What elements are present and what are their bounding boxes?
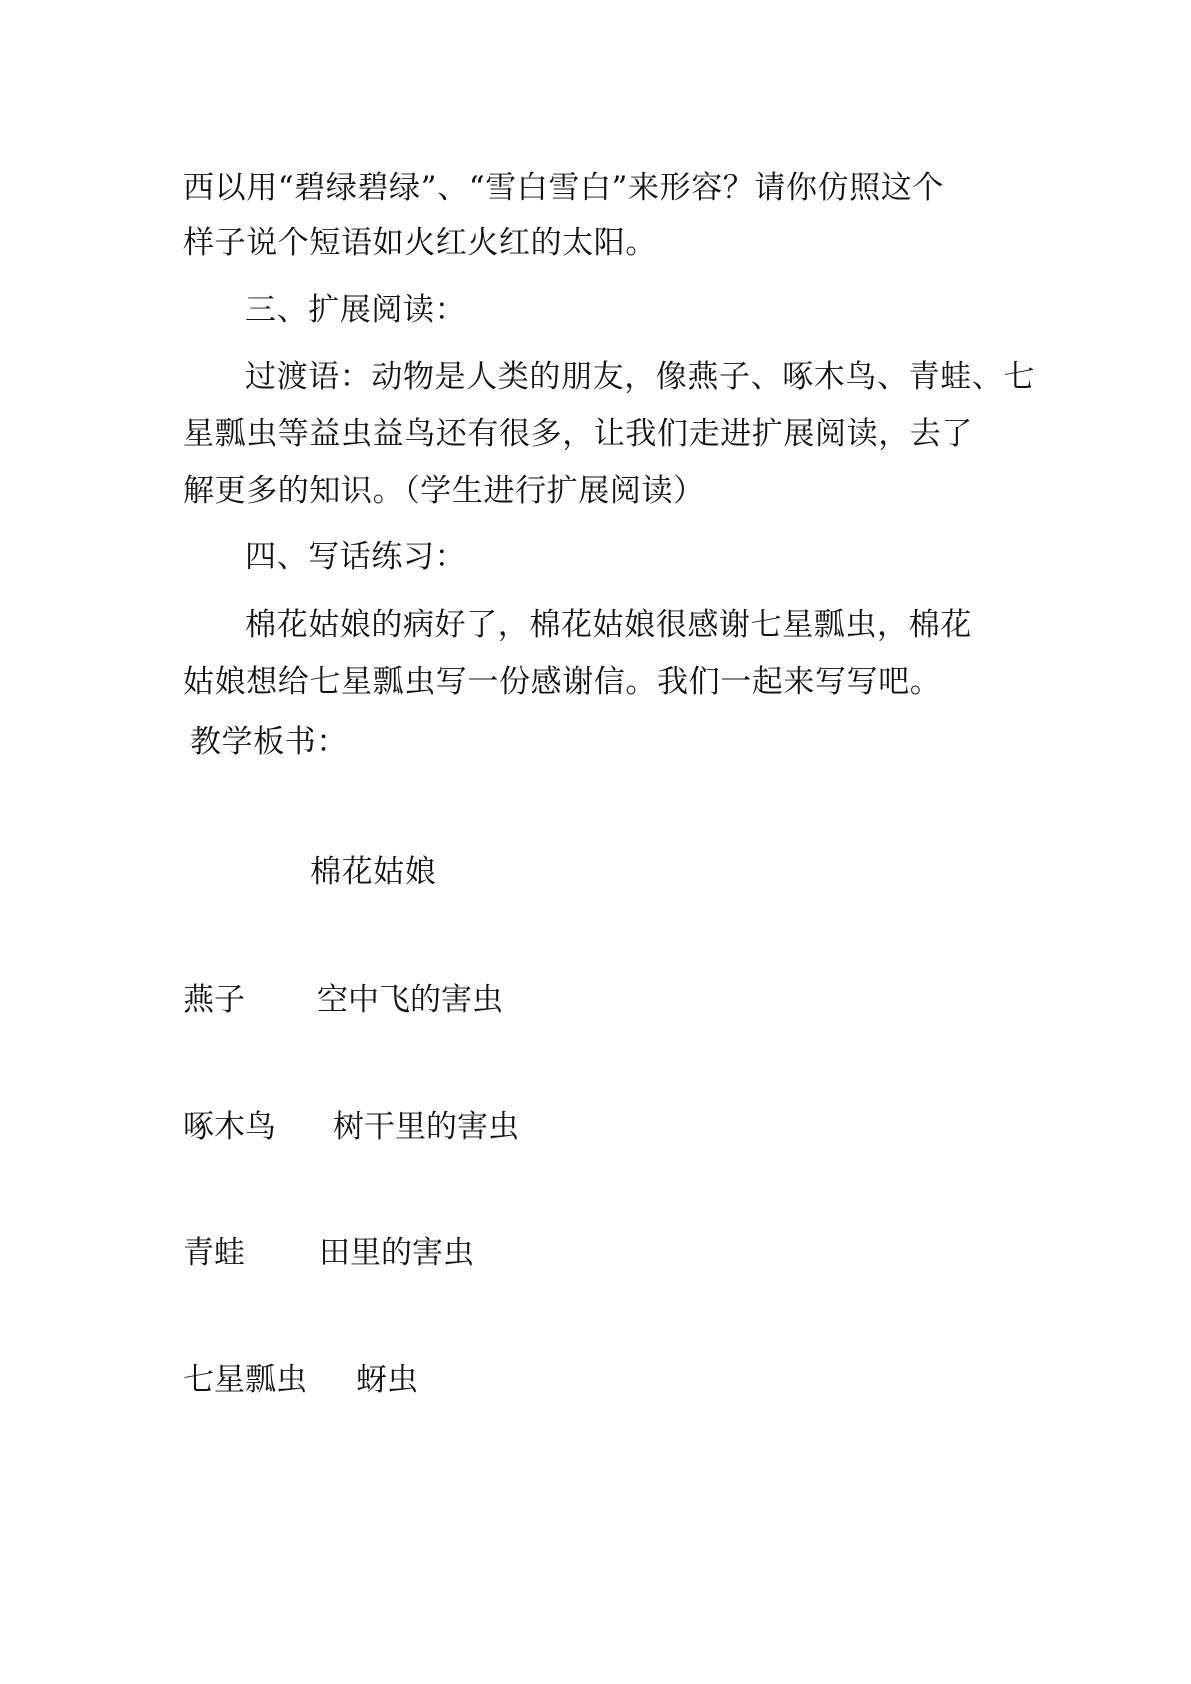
board-label: 教学板书： xyxy=(190,724,348,760)
paragraph-line: 棉花姑娘的病好了，棉花姑娘很感谢七星瓢虫，棉花 xyxy=(245,607,972,643)
board-animal: 啄木鸟 xyxy=(183,1109,276,1145)
board-title: 棉花姑娘 xyxy=(310,854,437,890)
paragraph-line: 姑娘想给七星瓢虫写一份感谢信。我们一起来写写吧。 xyxy=(183,664,942,700)
board-pest: 田里的害虫 xyxy=(319,1235,474,1271)
paragraph-line: 过渡语：动物是人类的朋友，像燕子、啄木鸟、青蛙、七 xyxy=(245,359,1035,395)
board-pest: 空中飞的害虫 xyxy=(317,982,503,1018)
board-animal: 燕子 xyxy=(183,982,245,1018)
paragraph-line: 西以用“碧绿碧绿”、“雪白雪白”来形容？请你仿照这个 xyxy=(183,170,944,206)
paragraph-line: 样子说个短语如火红火红的太阳。 xyxy=(183,225,657,261)
section-heading-writing-practice: 四、写话练习： xyxy=(245,539,467,575)
board-pest: 树干里的害虫 xyxy=(333,1109,519,1145)
paragraph-line: 星瓢虫等益虫益鸟还有很多，让我们走进扩展阅读，去了 xyxy=(183,416,973,452)
section-heading-expand-reading: 三、扩展阅读： xyxy=(245,292,467,328)
paragraph-line: 解更多的知识。（学生进行扩展阅读） xyxy=(183,473,705,509)
board-animal: 青蛙 xyxy=(183,1235,245,1271)
board-pest: 蚜虫 xyxy=(356,1362,418,1398)
board-animal: 七星瓢虫 xyxy=(183,1362,307,1398)
